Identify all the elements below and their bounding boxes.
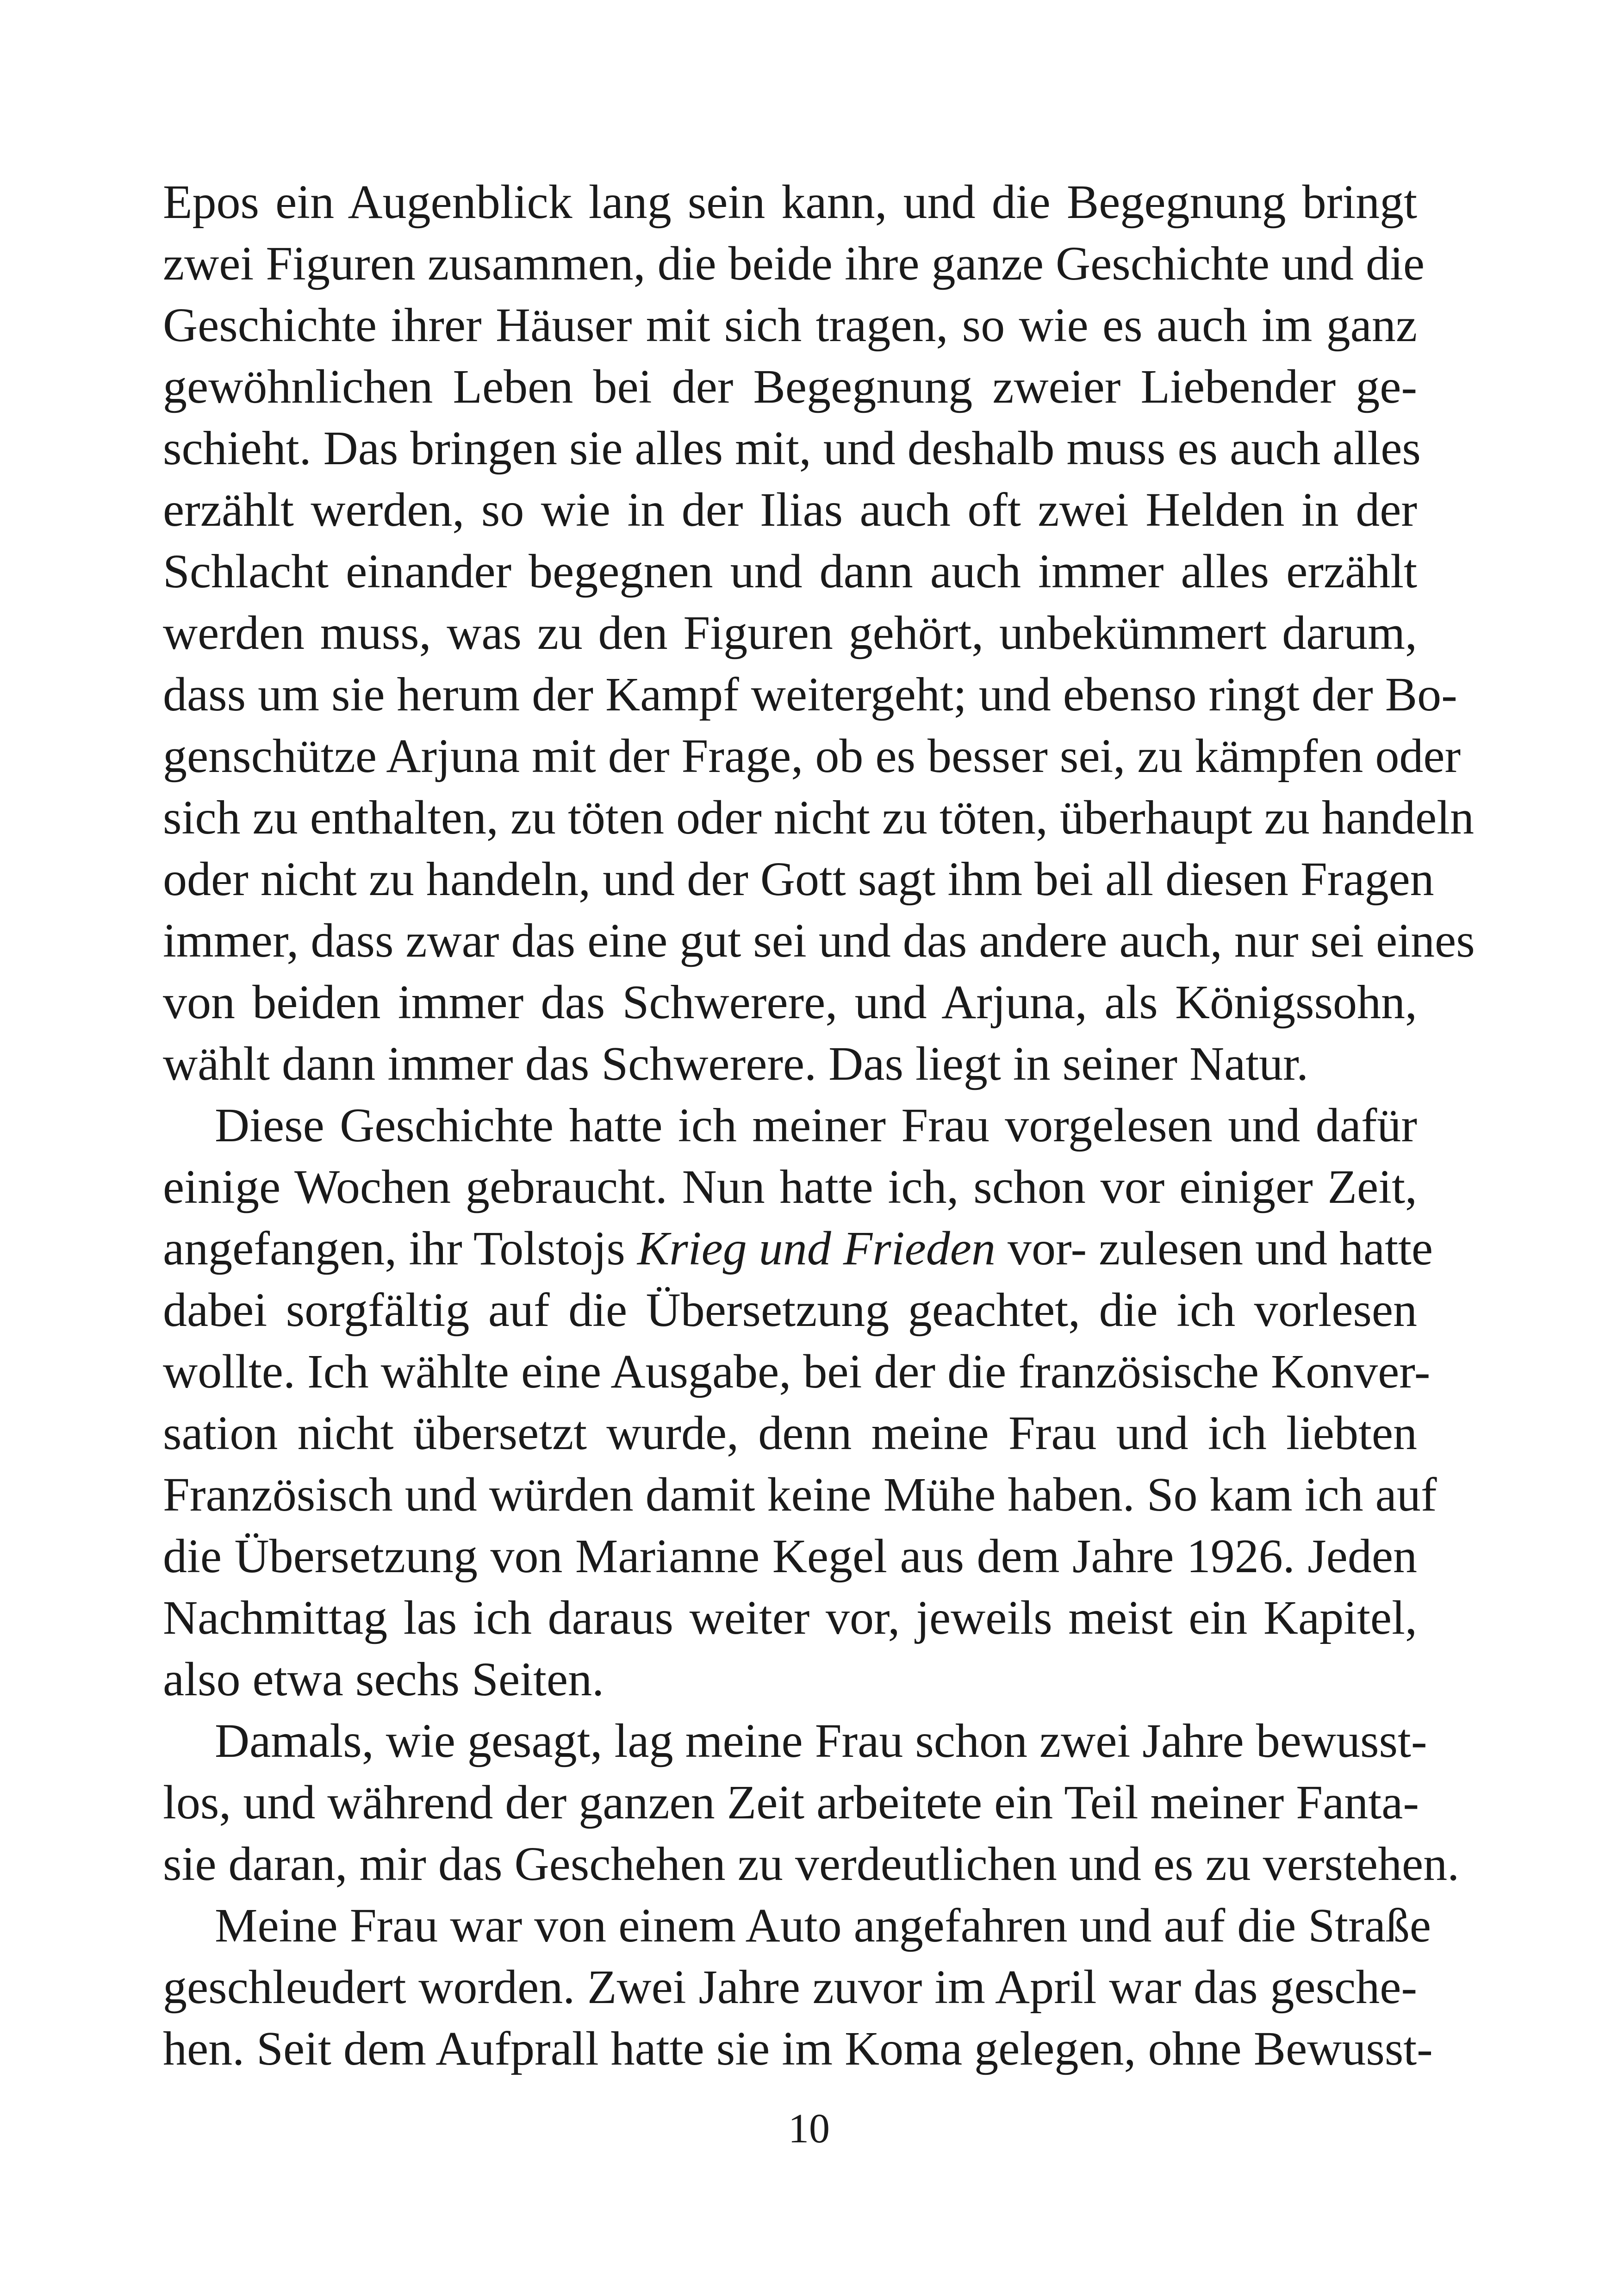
- text-line: Nachmittag las ich daraus weiter vor, jeweils meist ein Kapitel,: [163, 1591, 1417, 1644]
- text-line: wollte. Ich wählte eine Ausgabe, bei der die französische Konver-: [163, 1345, 1431, 1398]
- text-line: genschütze Arjuna mit der Frage, ob es besser sei, zu kämpfen oder: [163, 729, 1461, 783]
- text-line: geschleudert worden. Zwei Jahre zuvor im April war das gesche-: [163, 1960, 1417, 2014]
- text-line: Epos ein Augenblick lang sein kann, und die Begegnung bringt: [163, 175, 1417, 229]
- text-run: angefangen, ihr Tolstojs: [163, 1222, 637, 1275]
- text-run: vor- zulesen und hatte: [995, 1222, 1433, 1275]
- text-line: Schlacht einander begegnen und dann auch immer alles erzählt: [163, 545, 1417, 598]
- text-line: hen. Seit dem Aufprall hatte sie im Koma gelegen, ohne Bewusst-: [163, 2022, 1433, 2075]
- text-line: einige Wochen gebraucht. Nun hatte ich, schon vor einiger Zeit,: [163, 1160, 1417, 1213]
- text-line: sie daran, mir das Geschehen zu verdeutlichen und es zu verstehen.: [163, 1837, 1460, 1891]
- text-line: Geschichte ihrer Häuser mit sich tragen, so wie es auch im ganz: [163, 299, 1417, 352]
- text-line: die Übersetzung von Marianne Kegel aus dem Jahre 1926. Jeden: [163, 1530, 1417, 1583]
- text-line: werden muss, was zu den Figuren gehört, unbekümmert darum,: [163, 606, 1417, 660]
- text-line: dass um sie herum der Kampf weitergeht; und ebenso ringt der Bo-: [163, 668, 1457, 721]
- text-line: gewöhnlichen Leben bei der Begegnung zweier Liebender ge-: [163, 360, 1417, 413]
- page-number: 10: [788, 2106, 830, 2152]
- paragraph: [163, 171, 1475, 1095]
- paragraph: [163, 1895, 1433, 2079]
- text-line: zwei Figuren zusammen, die beide ihre ganze Geschichte und die: [163, 237, 1425, 290]
- text-line: sich zu enthalten, zu töten oder nicht zu töten, überhaupt zu handeln: [163, 791, 1475, 844]
- paragraph: [163, 1095, 1437, 1710]
- text-line: schieht. Das bringen sie alles mit, und deshalb muss es auch alles: [163, 422, 1421, 475]
- text-line: los, und während der ganzen Zeit arbeitete ein Teil meiner Fanta-: [163, 1776, 1419, 1829]
- text-line: immer, dass zwar das eine gut sei und das andere auch, nur sei eines: [163, 914, 1475, 967]
- paragraph: [163, 1710, 1460, 1895]
- text-line: Meine Frau war von einem Auto angefahren und auf die Straße: [215, 1899, 1431, 1952]
- text-line: Diese Geschichte hatte ich meiner Frau vorgelesen und dafür: [215, 1099, 1417, 1152]
- text-line: [163, 1218, 1433, 1279]
- text-line: wählt dann immer das Schwerere. Das liegt in seiner Natur.: [163, 1037, 1309, 1090]
- body-text: [163, 171, 1475, 2079]
- text-line: dabei sorgfältig auf die Übersetzung geachtet, die ich vorlesen: [163, 1283, 1417, 1337]
- text-line: Französisch und würden damit keine Mühe haben. So kam ich auf: [163, 1468, 1437, 1521]
- text-line: erzählt werden, so wie in der Ilias auch oft zwei Helden in der: [163, 483, 1417, 536]
- text-line: von beiden immer das Schwerere, und Arjuna, als Königssohn,: [163, 976, 1417, 1029]
- book-title-italic: Krieg und Frieden: [637, 1222, 996, 1275]
- text-line: oder nicht zu handeln, und der Gott sagt ihm bei all diesen Fragen: [163, 852, 1434, 906]
- text-line: also etwa sechs Seiten.: [163, 1653, 604, 1706]
- text-line: sation nicht übersetzt wurde, denn meine Frau und ich liebten: [163, 1406, 1417, 1460]
- text-line: Damals, wie gesagt, lag meine Frau schon zwei Jahre bewusst-: [215, 1714, 1427, 1767]
